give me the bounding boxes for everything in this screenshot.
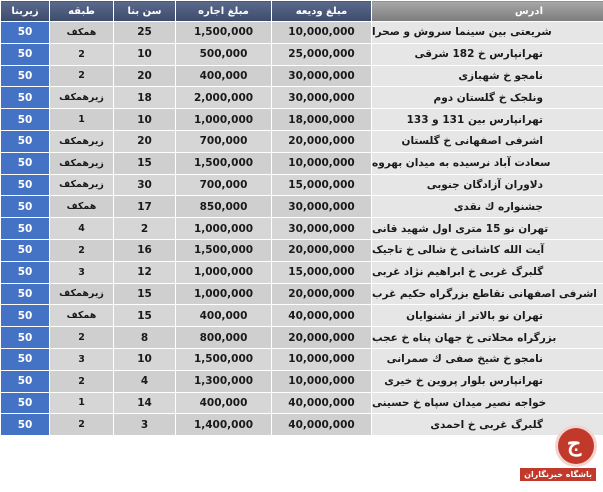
cell-area: 50 (1, 327, 50, 349)
cell-rent: 400,000 (176, 65, 272, 87)
cell-address: اشرفی اصفهانی خ گلستان (372, 130, 603, 152)
table-row (1, 196, 603, 218)
cell-floor: زیرهمکف (50, 152, 114, 174)
cell-address: ونلجک خ گلستان دوم (372, 87, 603, 109)
table-row (1, 152, 603, 174)
cell-address: تهرانپارس بین 131 و 133 (372, 109, 603, 131)
cell-age: 15 (114, 152, 176, 174)
cell-area: 50 (1, 87, 50, 109)
header-age: سن بنا (114, 1, 176, 22)
cell-address: گلبرگ غربی خ احمدی (372, 414, 603, 436)
cell-deposit: 20,000,000 (272, 239, 372, 261)
table-header-row (1, 1, 603, 22)
cell-rent: 850,000 (176, 196, 272, 218)
cell-rent: 1,500,000 (176, 152, 272, 174)
cell-rent: 700,000 (176, 174, 272, 196)
cell-area: 50 (1, 261, 50, 283)
cell-address: بزرگراه محلاتی خ جهان پناه خ عجب (372, 327, 603, 349)
table-row (1, 239, 603, 261)
cell-address: تهرانپارس خ 182 شرقی (372, 43, 603, 65)
cell-area: 50 (1, 43, 50, 65)
cell-address: اشرفی اصفهانی تقاطع بزرگراه حکیم غرب (372, 283, 603, 305)
cell-floor: 3 (50, 348, 114, 370)
cell-age: 8 (114, 327, 176, 349)
cell-address: جشنواره ك نقدی (372, 196, 603, 218)
table-body (1, 22, 603, 436)
cell-rent: 400,000 (176, 305, 272, 327)
cell-floor: 3 (50, 261, 114, 283)
table-row (1, 22, 603, 44)
cell-floor: همکف (50, 196, 114, 218)
cell-rent: 1,000,000 (176, 261, 272, 283)
cell-area: 50 (1, 218, 50, 240)
cell-age: 17 (114, 196, 176, 218)
cell-deposit: 15,000,000 (272, 174, 372, 196)
cell-age: 20 (114, 130, 176, 152)
cell-age: 10 (114, 43, 176, 65)
cell-deposit: 10,000,000 (272, 370, 372, 392)
cell-age: 20 (114, 65, 176, 87)
cell-floor: زیرهمکف (50, 130, 114, 152)
cell-floor: زیرهمکف (50, 174, 114, 196)
cell-rent: 1,400,000 (176, 414, 272, 436)
cell-floor: همکف (50, 22, 114, 44)
cell-age: 18 (114, 87, 176, 109)
watermark (520, 428, 600, 490)
table-row (1, 87, 603, 109)
cell-age: 2 (114, 218, 176, 240)
cell-deposit: 20,000,000 (272, 130, 372, 152)
table-row (1, 348, 603, 370)
header-deposit: مبلغ ودیعه (272, 1, 372, 22)
cell-deposit: 40,000,000 (272, 392, 372, 414)
cell-rent: 1,000,000 (176, 218, 272, 240)
cell-age: 14 (114, 392, 176, 414)
cell-deposit: 15,000,000 (272, 261, 372, 283)
header-floor: طبقه (50, 1, 114, 22)
cell-area: 50 (1, 348, 50, 370)
cell-rent: 1,500,000 (176, 239, 272, 261)
cell-deposit: 20,000,000 (272, 283, 372, 305)
cell-floor: 2 (50, 370, 114, 392)
table-row (1, 392, 603, 414)
cell-deposit: 20,000,000 (272, 327, 372, 349)
table-row (1, 218, 603, 240)
cell-address: تهران نو 15 متری اول شهید قانی (372, 218, 603, 240)
cell-rent: 1,500,000 (176, 22, 272, 44)
cell-area: 50 (1, 22, 50, 44)
cell-area: 50 (1, 305, 50, 327)
table-row (1, 174, 603, 196)
table-row (1, 414, 603, 436)
cell-address: سعادت آباد نرسیده به میدان بهروه (372, 152, 603, 174)
cell-floor: زیرهمکف (50, 283, 114, 305)
cell-age: 12 (114, 261, 176, 283)
cell-deposit: 25,000,000 (272, 43, 372, 65)
cell-area: 50 (1, 392, 50, 414)
cell-age: 16 (114, 239, 176, 261)
cell-floor: 2 (50, 65, 114, 87)
cell-area: 50 (1, 65, 50, 87)
cell-age: 25 (114, 22, 176, 44)
cell-address: آیت الله کاشانی خ شالی خ تاجیک (372, 239, 603, 261)
header-address: ادرس (372, 1, 603, 22)
cell-address: نامجو خ شیخ صفی ك صمرانی (372, 348, 603, 370)
cell-area: 50 (1, 109, 50, 131)
cell-deposit: 40,000,000 (272, 305, 372, 327)
cell-deposit: 30,000,000 (272, 87, 372, 109)
cell-rent: 800,000 (176, 327, 272, 349)
cell-deposit: 10,000,000 (272, 152, 372, 174)
cell-deposit: 30,000,000 (272, 196, 372, 218)
cell-area: 50 (1, 196, 50, 218)
table-row (1, 305, 603, 327)
cell-floor: 2 (50, 239, 114, 261)
cell-age: 3 (114, 414, 176, 436)
cell-area: 50 (1, 414, 50, 436)
cell-rent: 1,000,000 (176, 283, 272, 305)
cell-floor: 2 (50, 414, 114, 436)
cell-floor: همکف (50, 305, 114, 327)
cell-address: تهرانپارس بلوار پروین خ خیری (372, 370, 603, 392)
cell-area: 50 (1, 283, 50, 305)
cell-floor: 2 (50, 43, 114, 65)
khabarnegaran-logo-icon: ج (558, 428, 594, 464)
cell-address: تهران نو بالاتر از نشنوایان (372, 305, 603, 327)
table-row (1, 370, 603, 392)
cell-rent: 1,500,000 (176, 348, 272, 370)
table-row (1, 261, 603, 283)
cell-age: 30 (114, 174, 176, 196)
cell-area: 50 (1, 370, 50, 392)
cell-address: دلاوران آزادگان جنوبی (372, 174, 603, 196)
cell-age: 15 (114, 305, 176, 327)
cell-rent: 500,000 (176, 43, 272, 65)
cell-address: خواجه نصیر میدان سپاه خ حسینی (372, 392, 603, 414)
cell-floor: 4 (50, 218, 114, 240)
cell-address: شریعتی بین سینما سروش و صحرا (372, 22, 603, 44)
cell-rent: 2,000,000 (176, 87, 272, 109)
cell-floor: 1 (50, 392, 114, 414)
cell-rent: 700,000 (176, 130, 272, 152)
cell-area: 50 (1, 239, 50, 261)
table-row (1, 65, 603, 87)
cell-rent: 400,000 (176, 392, 272, 414)
cell-area: 50 (1, 174, 50, 196)
watermark-text: باشگاه خبرنگاران (520, 468, 596, 481)
cell-rent: 1,300,000 (176, 370, 272, 392)
table-row (1, 109, 603, 131)
cell-deposit: 30,000,000 (272, 218, 372, 240)
table-row (1, 43, 603, 65)
cell-age: 10 (114, 348, 176, 370)
table-row (1, 130, 603, 152)
cell-floor: 1 (50, 109, 114, 131)
cell-floor: زیرهمکف (50, 87, 114, 109)
cell-deposit: 10,000,000 (272, 22, 372, 44)
cell-age: 10 (114, 109, 176, 131)
cell-address: گلبرگ غربی خ ابراهیم نژاد غربی (372, 261, 603, 283)
table-row (1, 327, 603, 349)
cell-floor: 2 (50, 327, 114, 349)
cell-age: 15 (114, 283, 176, 305)
cell-area: 50 (1, 152, 50, 174)
cell-address: نامجو خ شهبازی (372, 65, 603, 87)
table-row (1, 283, 603, 305)
header-rent: مبلغ اجاره (176, 1, 272, 22)
cell-area: 50 (1, 130, 50, 152)
cell-age: 4 (114, 370, 176, 392)
header-area: زیربنا (1, 1, 50, 22)
cell-deposit: 30,000,000 (272, 65, 372, 87)
cell-deposit: 40,000,000 (272, 414, 372, 436)
cell-deposit: 10,000,000 (272, 348, 372, 370)
cell-rent: 1,000,000 (176, 109, 272, 131)
cell-deposit: 18,000,000 (272, 109, 372, 131)
